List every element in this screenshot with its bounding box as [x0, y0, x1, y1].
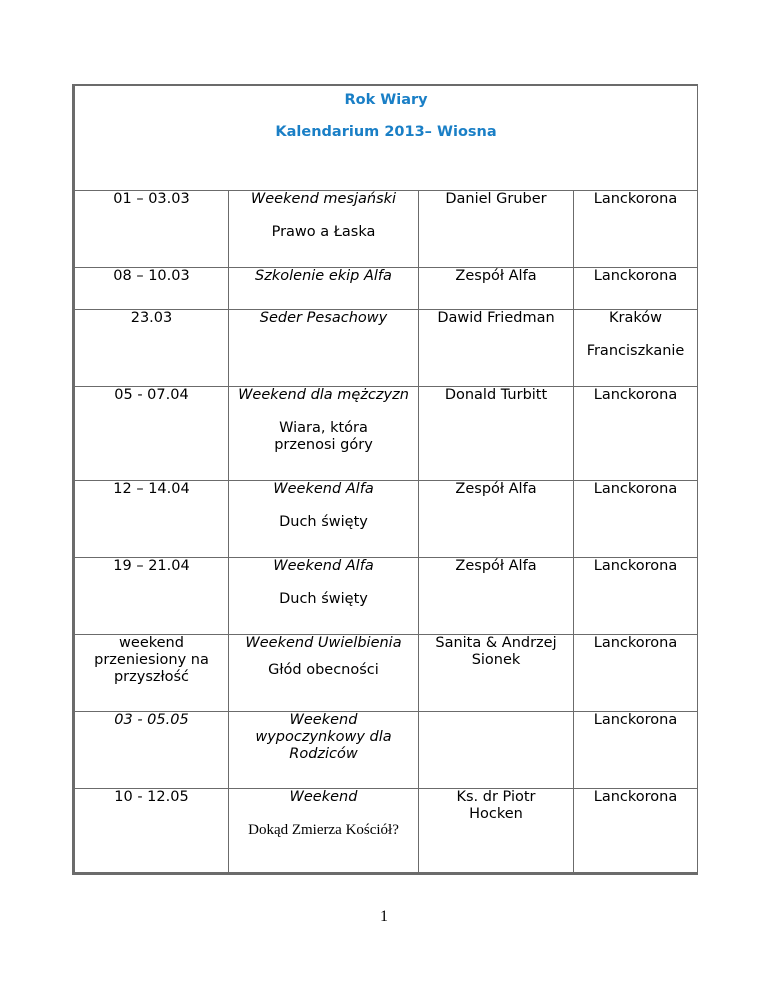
event-place: Lanckorona: [593, 387, 678, 403]
event-cell: [229, 558, 419, 635]
event-cell: [229, 387, 419, 481]
table-row: [74, 558, 698, 635]
date-cell: [74, 789, 229, 874]
event-date: 12 – 14.04: [113, 481, 190, 497]
event-place-detail: Franciszkanie: [586, 343, 685, 359]
event-title: Weekend: [289, 789, 358, 805]
document-title: Rok Wiary: [344, 92, 428, 108]
leader-cell: [419, 481, 574, 558]
date-cell: [74, 712, 229, 789]
event-leader: Zespół Alfa: [455, 558, 537, 574]
event-title: Weekend Alfa: [273, 558, 374, 574]
event-cell: [229, 712, 419, 789]
leader-cell: [419, 268, 574, 310]
date-cell: [74, 268, 229, 310]
event-date: 03 - 05.05: [114, 712, 189, 728]
event-date: 08 – 10.03: [113, 268, 190, 284]
event-leader: Daniel Gruber: [445, 191, 547, 207]
event-date: 19 – 21.04: [113, 558, 190, 574]
event-title: Szkolenie ekip Alfa: [255, 268, 392, 284]
header-cell: [74, 85, 698, 191]
event-date: weekend przeniesiony na przyszłość: [94, 635, 209, 685]
date-cell: [74, 191, 229, 268]
event-place: Lanckorona: [593, 191, 678, 207]
event-leader: Ks. dr Piotr Hocken: [456, 789, 536, 822]
place-cell: [574, 481, 698, 558]
leader-cell: [419, 558, 574, 635]
document-subtitle: Kalendarium 2013– Wiosna: [275, 124, 497, 140]
event-cell: [229, 310, 419, 387]
table-row: [74, 712, 698, 789]
table-row: [74, 635, 698, 712]
date-cell: [74, 387, 229, 481]
event-leader: Dawid Friedman: [437, 310, 555, 326]
event-place: Kraków: [609, 310, 662, 326]
table-row: [74, 191, 698, 268]
header-row: [74, 85, 698, 191]
place-cell: [574, 191, 698, 268]
event-subtitle: Prawo a Łaska: [271, 224, 376, 240]
place-cell: [574, 558, 698, 635]
leader-cell: [419, 191, 574, 268]
place-cell: [574, 268, 698, 310]
place-cell: [574, 387, 698, 481]
event-leader: Sanita & Andrzej Sionek: [435, 635, 557, 668]
table-row: [74, 481, 698, 558]
event-leader: Donald Turbitt: [444, 387, 548, 403]
table-row: [74, 268, 698, 310]
event-date: 10 - 12.05: [114, 789, 189, 805]
page-number: 1: [380, 908, 388, 925]
place-cell: [574, 712, 698, 789]
event-place: Lanckorona: [593, 558, 678, 574]
leader-cell: [419, 712, 574, 789]
event-place: Lanckorona: [593, 712, 678, 728]
table-row: [74, 310, 698, 387]
date-cell: [74, 635, 229, 712]
date-cell: [74, 481, 229, 558]
leader-cell: [419, 635, 574, 712]
event-cell: [229, 789, 419, 874]
calendar-sheet: [72, 84, 696, 875]
leader-cell: [419, 310, 574, 387]
place-cell: [574, 635, 698, 712]
event-cell: [229, 268, 419, 310]
event-title: Weekend mesjański: [250, 191, 397, 207]
date-cell: [74, 558, 229, 635]
event-leader: Zespół Alfa: [455, 481, 537, 497]
event-cell: [229, 481, 419, 558]
calendar-table: [72, 84, 698, 875]
event-subtitle: Dokąd Zmierza Kościół?: [248, 822, 399, 838]
event-place: Lanckorona: [593, 789, 678, 805]
table-row: [74, 789, 698, 874]
event-place: Lanckorona: [593, 268, 678, 284]
event-title: Weekend Uwielbienia: [245, 635, 402, 651]
event-title: Weekend Alfa: [273, 481, 374, 497]
event-date: 05 - 07.04: [114, 387, 189, 403]
leader-cell: [419, 387, 574, 481]
event-place: Lanckorona: [593, 481, 678, 497]
leader-cell: [419, 789, 574, 874]
table-row: [74, 387, 698, 481]
place-cell: [574, 310, 698, 387]
date-cell: [74, 310, 229, 387]
event-subtitle: Duch święty: [279, 514, 368, 530]
event-subtitle: Głód obecności: [268, 662, 379, 678]
event-leader: Zespół Alfa: [455, 268, 537, 284]
event-date: 23.03: [130, 310, 173, 326]
event-title: Weekend dla mężczyzn: [238, 387, 409, 403]
place-cell: [574, 789, 698, 874]
event-cell: [229, 191, 419, 268]
event-subtitle: Duch święty: [279, 591, 368, 607]
event-title: Weekend wypoczynkowy dla Rodziców: [255, 712, 392, 762]
event-subtitle: Wiara, która przenosi góry: [274, 420, 373, 453]
event-title: Seder Pesachowy: [259, 310, 388, 326]
event-date: 01 – 03.03: [113, 191, 190, 207]
event-place: Lanckorona: [593, 635, 678, 651]
event-cell: [229, 635, 419, 712]
